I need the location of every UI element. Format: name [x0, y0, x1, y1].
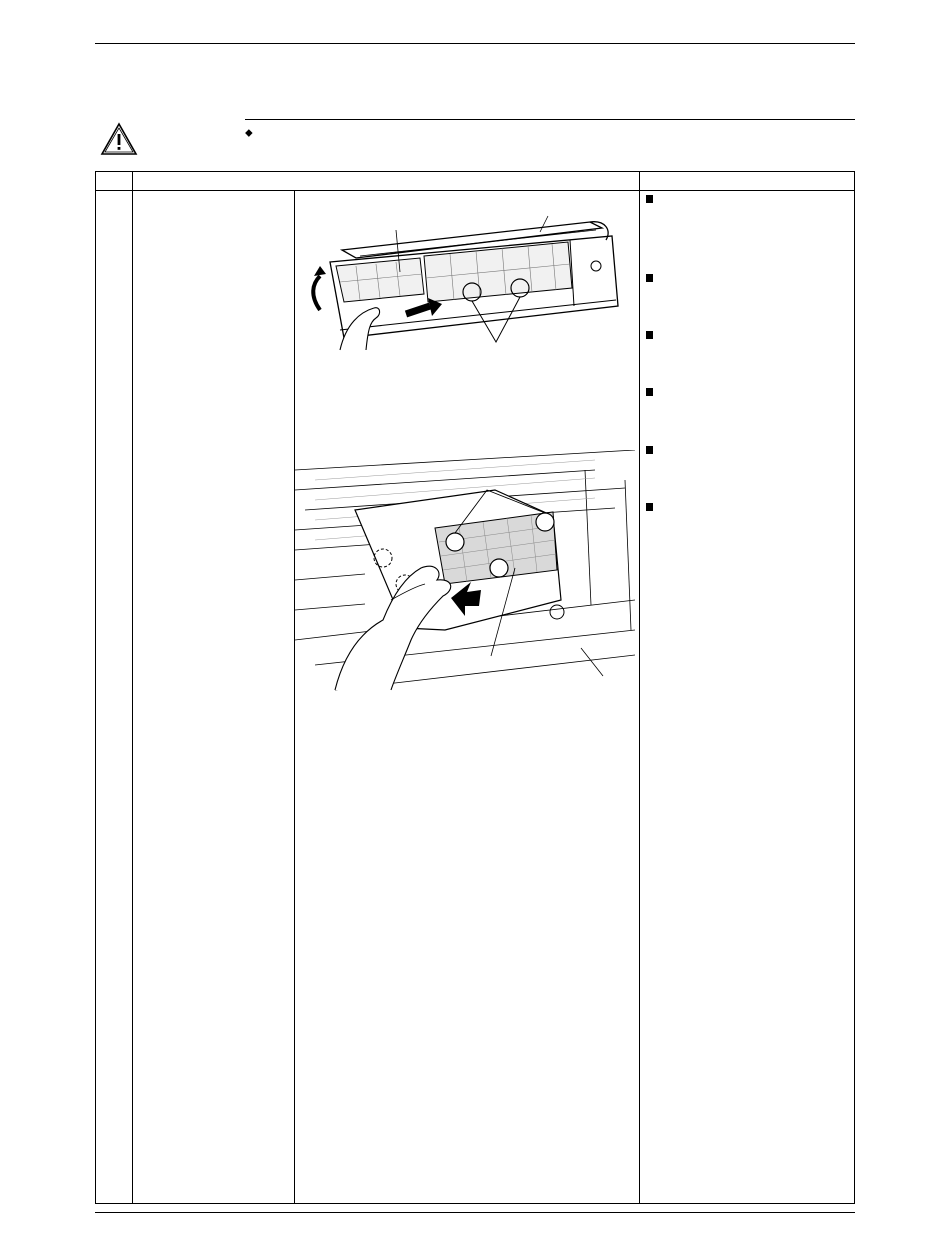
indoor-unit-air-filter-removal-figure	[300, 210, 630, 360]
note-marker-icon	[646, 331, 653, 339]
note-marker-icon	[646, 388, 653, 396]
note-marker-icon	[646, 446, 653, 454]
table-header-row	[96, 172, 854, 191]
note-marker-icon	[646, 195, 653, 203]
filter-frame-installation-figure	[295, 450, 635, 695]
note-marker-icon	[646, 503, 653, 511]
caution-rule	[245, 119, 855, 120]
page-bottom-rule	[95, 1212, 855, 1213]
note-marker-icon	[646, 274, 653, 282]
col-divider-2	[294, 191, 295, 1204]
col-divider-1	[132, 172, 133, 1203]
col-divider-3	[639, 172, 640, 1203]
caution-bullet: ⬥	[245, 127, 253, 139]
warning-triangle-icon	[100, 122, 138, 156]
page-top-rule	[95, 43, 855, 44]
